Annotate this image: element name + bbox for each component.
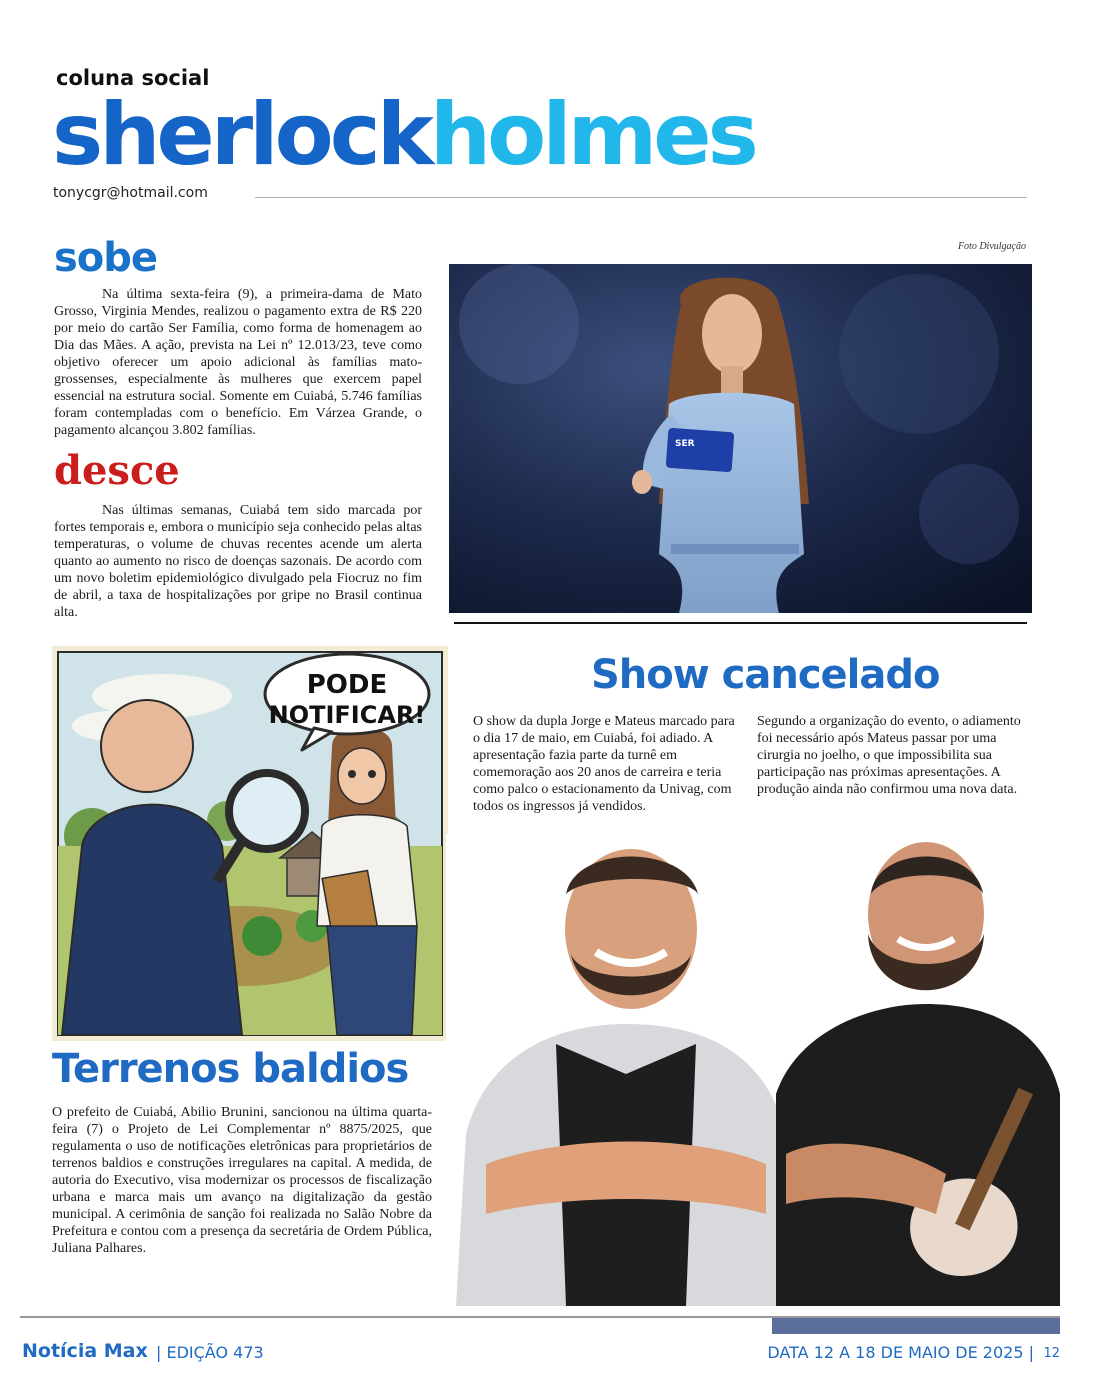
masthead-part2: holmes xyxy=(429,85,755,185)
terrenos-heading: Terrenos baldios xyxy=(52,1046,409,1092)
header-divider xyxy=(255,197,1027,198)
cartoon-drawing xyxy=(52,646,448,1041)
sobe-body: Na última sexta-feira (9), a primeira-dama de Mato Grosso, Virginia Mendes, realizou o pagamento extra de R$ 220 por meio do cartão Ser Família, como forma de homenagem ao Dia das Mães. A ação, prevista na Lei nº 12.013/23, teve como objetivo oferecer um apoio adicional às famílias mato-grossenses, especialmente às mulheres que exercem papel essencial na estrutura social. Somente em Cuiabá, 5.746 famílias foram contempladas com o benefício. Em Várzea Grande, o pagamento alcançou 3.802 famílias. xyxy=(54,287,422,438)
publication-brand: Notícia Max xyxy=(22,1340,148,1362)
speech-line-1: PODE xyxy=(306,670,388,700)
desce-body: Nas últimas semanas, Cuiabá tem sido marcada por fortes temporais e, embora o município seja conhecido pelas altas temperaturas, o volume de chuvas recentes acende um alerta quanto ao aumento no risco de doenças sazonais. De acordo com um novo boletim epidemiológico divulgado pela Fiocruz no fim de abril, a taxa de hospitalizações por gripe no Brasil continua alta. xyxy=(54,503,422,620)
masthead-logo xyxy=(52,85,755,185)
first-lady-photo xyxy=(449,264,1032,613)
first-lady-illustration xyxy=(449,264,1032,613)
edition-date: DATA 12 A 18 DE MAIO DE 2025 | xyxy=(767,1343,1034,1362)
terrenos-body: O prefeito de Cuiabá, Abilio Brunini, sancionou na última quarta-feira (7) o Projeto de Lei Complementar nº 8875/2025, que regulamenta o uso de notificações eletrônicas para proprietários de terrenos baldios e construções irregulares na capital. A medida, de autoria do Executivo, visa modernizar os processos de fiscalização urbana e marca mais um avanço na digitalização da gestão municipal. A cerimônia de sanção foi realizada no Salão Nobre da Prefeitura e contou com a presença da secretária de Ordem Pública, Juliana Palhares. xyxy=(52,1105,432,1256)
masthead-part1: sherlock xyxy=(52,85,430,185)
photo-credit: Foto Divulgação xyxy=(957,241,1026,252)
speech-line-2: NOTIFICAR! xyxy=(268,701,426,729)
duo-photo xyxy=(446,834,1060,1306)
show-body-col2: Segundo a organização do evento, o adiamento foi necessário após Mateus passar por uma cirurgia no joelho, o que impossibilita sua participação nas próximas apresentações. A produção ainda não confirmou uma nova data. xyxy=(757,714,1021,797)
page-number: 12 xyxy=(1043,1346,1060,1361)
author-email[interactable]: tonycgr@hotmail.com xyxy=(53,185,208,201)
section-divider xyxy=(454,622,1027,624)
card-label: SER xyxy=(675,439,695,449)
duo-illustration xyxy=(446,834,1060,1306)
edition-number: | EDIÇÃO 473 xyxy=(156,1343,264,1362)
cartoon-illustration xyxy=(52,646,448,1041)
footer-accent-bar xyxy=(772,1318,1060,1334)
sobe-heading: sobe xyxy=(54,235,158,281)
desce-heading: desce xyxy=(54,447,180,494)
show-body-col1: O show da dupla Jorge e Mateus marcado para o dia 17 de maio, em Cuiabá, foi adiado. A apresentação fazia parte da turnê em comemoração aos 20 anos de carreira e teria como palco o estacionamento da Univag, com todos os ingressos já vendidos. xyxy=(473,714,735,814)
column-kicker: coluna social xyxy=(56,66,210,90)
show-heading: Show cancelado xyxy=(591,652,940,698)
